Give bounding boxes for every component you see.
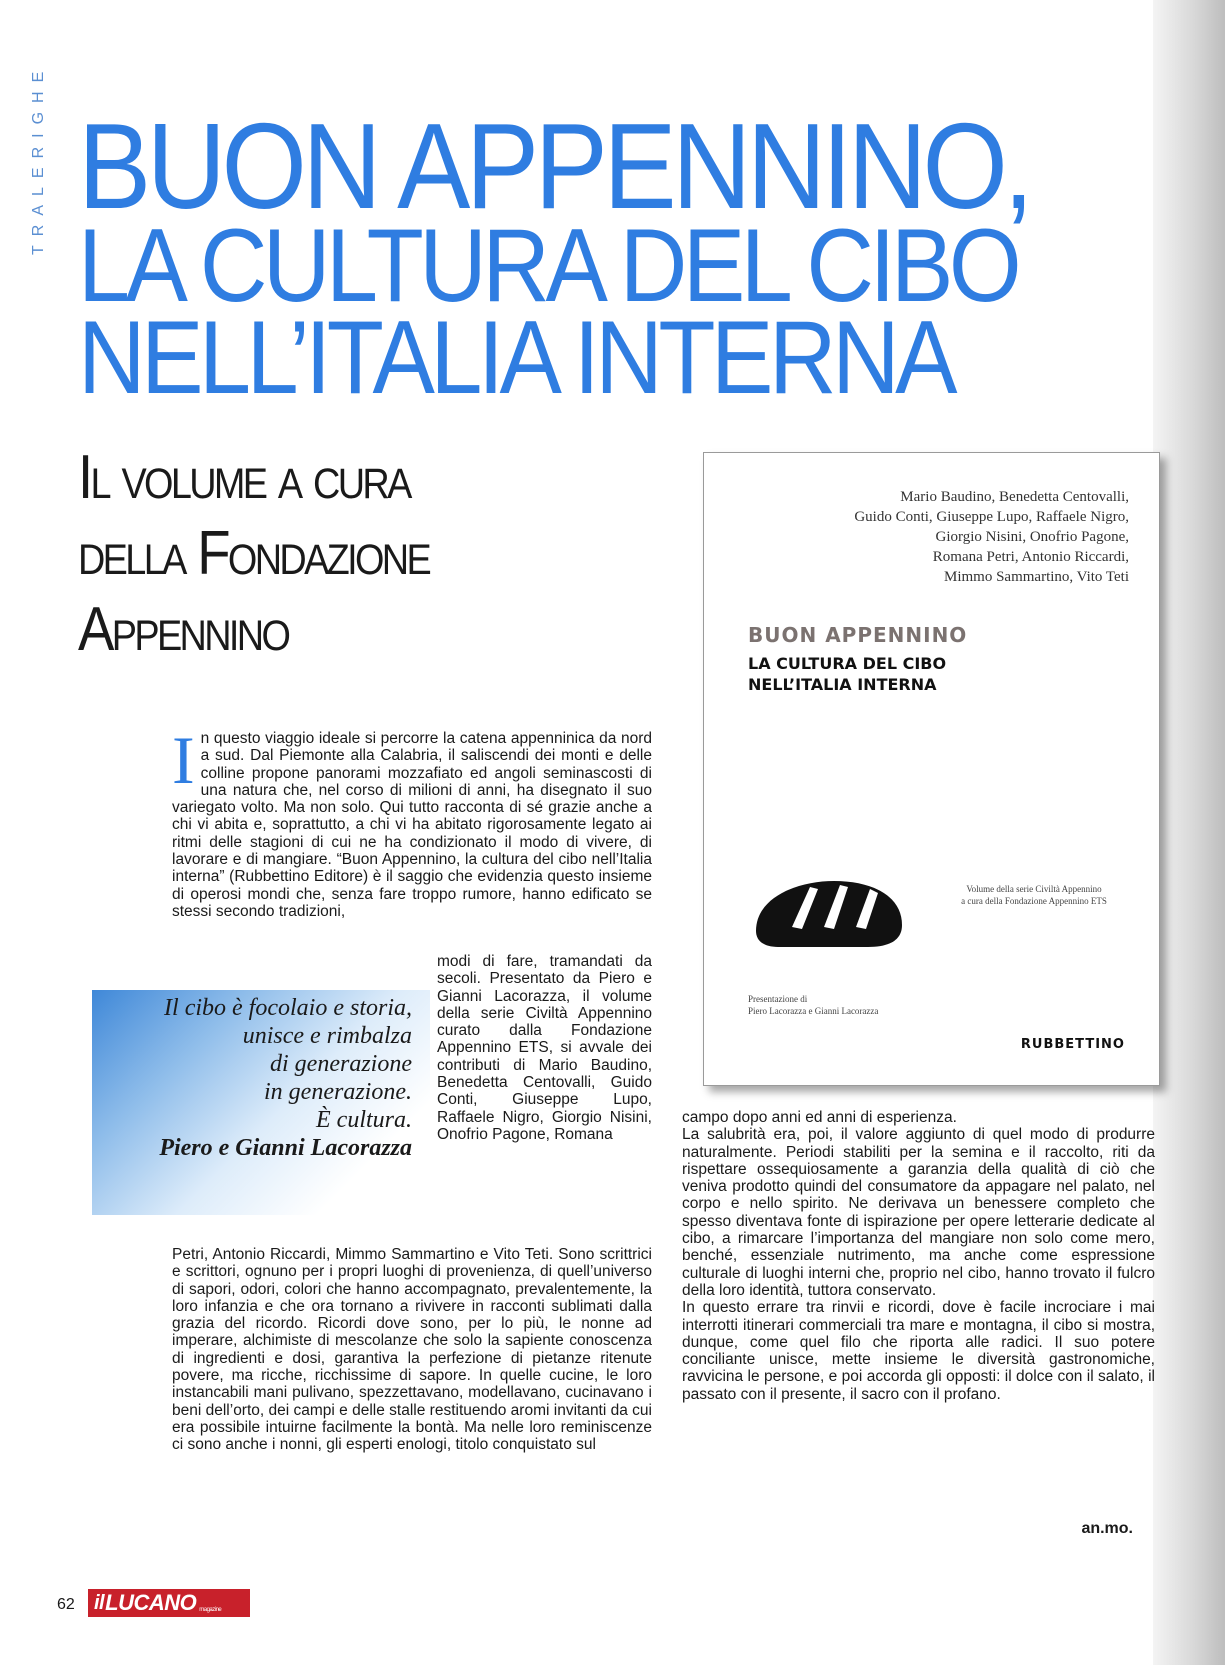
book-author-line: Romana Petri, Antonio Riccardi,	[932, 549, 1129, 565]
article-paragraph: n questo viaggio ideale si percorre la catena appenninica da nord a sud. Dal Piemonte alla Calabria, il saliscendi dei monti e delle colline propone panorami mozzafiato ed angoli seminascosti di una natura che, nel corso di milioni di anni, ha disegnato il suo variegato volto. Ma non solo. Qui tutto racconta di sé grazie anche a chi vi abita e, soprattutto, a chi vi ha abitato rigorosamente legato ai ritmi delle stagioni di cui ne ha condizionato il modo di vivere, di lavorare e di mangiare. “Buon Appennino, la cultura del cibo nell’Italia interna” (Rubbettino Editore) è il saggio che evidenzia questo insieme di operosi mondi che, senza fare troppo rumore, hanno edificato se stessi secondo tradizioni,	[172, 730, 652, 920]
pull-quote	[92, 990, 430, 1215]
book-title: BUON APPENNINO	[748, 623, 968, 647]
subhead-line-3: Appennino	[78, 595, 289, 664]
book-series-line-2: a cura della Fondazione Appennino ETS	[961, 896, 1107, 906]
drop-cap: I	[172, 722, 195, 798]
article-column-1-top	[172, 722, 652, 920]
pull-quote-line: unisce e rimbalza	[242, 1023, 412, 1049]
book-series-line-1: Volume della serie Civiltà Appennino	[966, 884, 1102, 894]
pull-quote-text	[92, 994, 412, 1162]
subhead-line-1: Il volume a cura	[78, 443, 410, 512]
pull-quote-line: di generazione	[270, 1051, 412, 1077]
article-paragraph: campo dopo anni ed anni di esperienza.	[682, 1109, 957, 1126]
headline-line-2: LA CULTURA DEL CIBO	[78, 208, 1018, 324]
headline	[78, 98, 1128, 416]
book-subtitle	[748, 653, 946, 695]
article-column-1-middle	[437, 953, 652, 1143]
bread-icon	[748, 873, 908, 953]
headline-line-3: NELL’ITALIA INTERNA	[78, 300, 954, 416]
book-publisher: RUBBETTINO	[1020, 1037, 1125, 1052]
pull-quote-line: in generazione.	[264, 1079, 412, 1105]
book-presentation-line-2: Piero Lacorazza e Gianni Lacorazza	[748, 1006, 879, 1016]
logo-name: LUCANO	[105, 1590, 197, 1615]
logo-prefix: il	[94, 1591, 105, 1614]
book-series-note	[934, 883, 1134, 907]
subheadline	[78, 440, 698, 668]
article-paragraph: In questo errare tra rinvii e ricordi, dove è facile incrociare i mai interrotti itinerari commerciali tra mare e montagna, il cibo si mostra, dunque, come quel filo che riporta alle radici. Il suo potere conciliante unisce, mette insieme le diversità gastronomiche, ravvicina le persone, e poi accorda gli opposti: il dolce con il salato, il passato con il presente, il sacro con il profano.	[682, 1299, 1155, 1403]
book-presentation-line-1: Presentazione di	[748, 994, 808, 1004]
book-author-line: Giorgio Nisini, Onofrio Pagone,	[935, 529, 1129, 545]
book-author-line: Guido Conti, Giuseppe Lupo, Raffaele Nigro,	[854, 509, 1129, 525]
author-signature: an.mo.	[1081, 1520, 1133, 1537]
book-author-line: Mario Baudino, Benedetta Centovalli,	[900, 489, 1129, 505]
section-label: TRALERIGHE	[30, 62, 47, 255]
article-paragraph: La salubrità era, poi, il valore aggiunto di quel modo di produrre naturalmente. Periodi stabiliti per la semina e il raccolto, riti da rispettare ossequiosamente a garanzia della qualità di ciò che veniva prodotto quindi del consumatore da appagare nel palato, nel corpo e nello spirito. Ne derivava un benessere completo che spesso diventava fonte di ispirazione per opere letterarie dedicate al cibo, a rimarcare l’importanza del mangiare non solo come mero, benché, essenziale nutrimento, ma anche come espressione culturale di luoghi interni che, proprio nel cibo, hanno trovato il fulcro della loro identità, tuttora conservato.	[682, 1126, 1155, 1299]
magazine-logo	[88, 1589, 250, 1617]
book-presentation	[748, 993, 878, 1017]
page-gutter-shadow	[1153, 0, 1225, 1665]
book-subtitle-line-1: LA CULTURA DEL CIBO	[748, 654, 947, 673]
book-author-line: Mimmo Sammartino, Vito Teti	[944, 569, 1129, 585]
article-column-2	[682, 1109, 1155, 1403]
pull-quote-line: È cultura.	[316, 1107, 412, 1133]
pull-quote-author: Piero e Gianni Lacorazza	[159, 1135, 412, 1161]
article-paragraph: modi di fare, tramandati da secoli. Presentato da Piero e Gianni Lacorazza, il volume della serie Civiltà Appennino curato dalla Fondazione Appennino ETS, si avvale dei contributi di Mario Baudino, Benedetta Centovalli, Guido Conti, Giuseppe Lupo, Raffaele Nigro, Giorgio Nisini, Onofrio Pagone, Romana	[437, 953, 652, 1143]
subhead-line-2: della Fondazione	[78, 519, 430, 588]
page-number: 62	[57, 1596, 75, 1613]
headline-line-1: BUON APPENNINO,	[78, 98, 1030, 234]
pull-quote-line: Il cibo è focolaio e storia,	[164, 995, 412, 1021]
book-authors	[709, 487, 1129, 587]
book-cover	[703, 452, 1160, 1086]
logo-suffix: magazine	[199, 1607, 222, 1613]
article-column-1-bottom	[172, 1246, 652, 1454]
article-paragraph: Petri, Antonio Riccardi, Mimmo Sammartino e Vito Teti. Sono scrittrici e scrittori, ognuno per i propri luoghi di provenienza, di quell’universo di sapori, odori, colori che hanno accompagnato, prevalentemente, la loro infanzia e che ora tornano a rivivere in racconti sublimati dalla grazia del ricordo. Ricordi dove sono, per lo più, le nonne ad imperare, alchimiste di mescolanze che solo la sapiente conoscenza di ingredienti e dosi, garantiva la perfezione di pietanze ritenute povere, ma ricche, ricchissime di sapore. In quelle cucine, le loro instancabili mani pulivano, spezzettavano, modellavano, cucinavano i beni dell’orto, dei campi e delle stalle restituendo aromi invitanti da cui era possibile intuirne facilmente la bontà. Ma nelle loro reminiscenze ci sono anche i nonni, gli esperti enologi, titolo conquistato sul	[172, 1246, 652, 1454]
book-subtitle-line-2: NELL’ITALIA INTERNA	[748, 675, 937, 694]
